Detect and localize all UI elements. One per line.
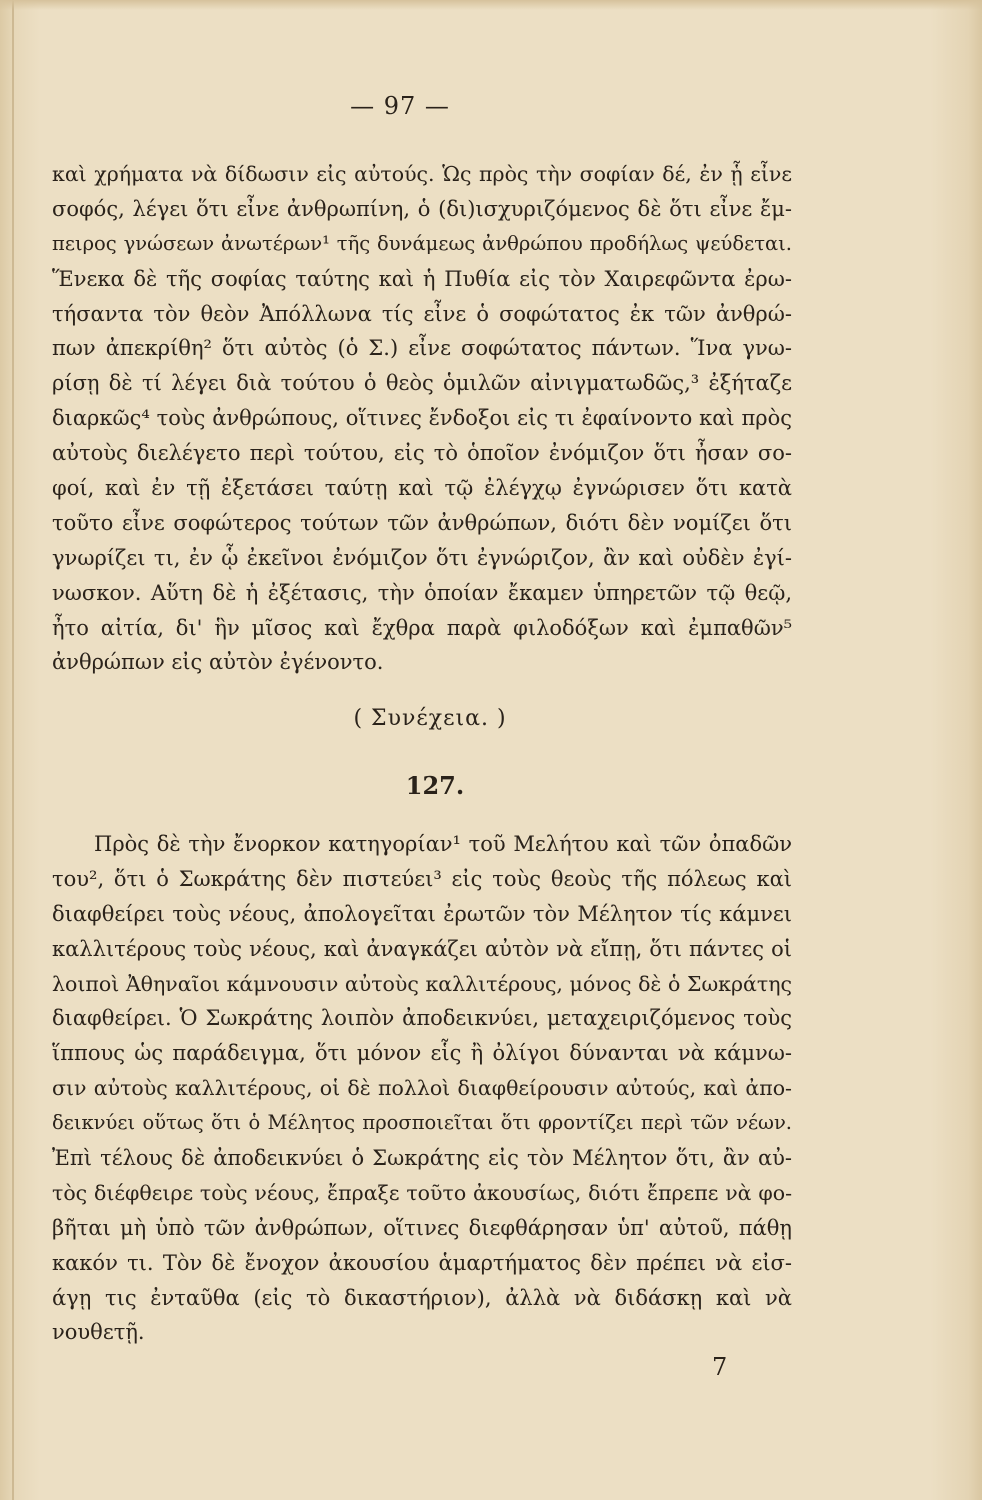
text-line: του², ὅτι ὁ Σωκράτης δὲν πιστεύει³ εἰς τοὺς θεοὺς τῆς πόλεως καὶ <box>52 866 792 891</box>
text-line: σοφός, λέγει ὅτι εἶνε ἀνθρωπίνη, ὁ (δι)ισχυριζόμενος δὲ ὅτι εἶνε ἔμ- <box>52 196 792 221</box>
text-line: νουθετῇ. <box>52 1320 145 1345</box>
text-line: κακόν τι. Τὸν δὲ ἔνοχον ἀκουσίου ἁμαρτήματος δὲν πρέπει νὰ εἰσ- <box>52 1250 792 1275</box>
text-line: πειρος γνώσεων ἀνωτέρων¹ τῆς δυνάμεως ἀνθρώπου προδήλως ψεύδεται. <box>52 231 792 255</box>
text-line: φοί, καὶ ἐν τῇ ἐξετάσει ταύτῃ καὶ τῷ ἐλέγχῳ ἐγνώρισεν ὅτι κατὰ <box>52 476 792 501</box>
text-line: σιν αὐτοὺς καλλιτέρους, οἱ δὲ πολλοὶ διαφθείρουσιν αὐτούς, καὶ ἀπο- <box>52 1076 792 1101</box>
signature-mark: 7 <box>712 1353 728 1381</box>
text-line: βῆται μὴ ὑπὸ τῶν ἀνθρώπων, οἵτινες διεφθάρησαν ὑπ' αὐτοῦ, πάθῃ <box>52 1215 792 1240</box>
text-line: διαφθείρει τοὺς νέους, ἀπολογεῖται ἐρωτῶν τὸν Μέλητον τίς κάμνει <box>52 901 792 926</box>
text-line: ἀνθρώπων εἰς αὐτὸν ἐγένοντο. <box>52 650 384 675</box>
text-line: αὐτοὺς διελέγετο περὶ τούτου, εἰς τὸ ὁποῖον ἐνόμιζον ὅτι ἦσαν σο- <box>52 441 792 466</box>
text-line: Ἕνεκα δὲ τῆς σοφίας ταύτης καὶ ἡ Πυθία εἰς τὸν Χαιρεφῶντα ἐρω- <box>52 266 792 291</box>
text-line: ἦτο αἰτία, δι' ἣν μῖσος καὶ ἔχθρα παρὰ φιλοδόξων καὶ ἐμπαθῶν⁵ <box>52 615 792 640</box>
section-number: 127. <box>405 771 465 800</box>
paragraph-continuation <box>52 157 792 680</box>
text-line: διαφθείρει. Ὁ Σωκράτης λοιπὸν ἀποδεικνύει, μεταχειριζόμενος τοὺς <box>52 1006 792 1031</box>
text-line: διαρκῶς⁴ τοὺς ἀνθρώπους, οἵτινες ἔνδοξοι εἰς τι ἐφαίνοντο καὶ πρὸς <box>52 406 792 431</box>
page-top-edge <box>0 0 982 10</box>
continued-label: ( Συνέχεια. ) <box>353 706 507 731</box>
text-line: Ἐπὶ τέλους δὲ ἀποδεικνύει ὁ Σωκράτης εἰς τὸν Μέλητον ὅτι, ἂν αὐ- <box>52 1146 792 1171</box>
text-line: τὸς διέφθειρε τοὺς νέους, ἔπραξε τοῦτο ἀκουσίως, διότι ἔπρεπε νὰ φο- <box>52 1180 792 1205</box>
page-number: — 97 — <box>350 92 450 120</box>
text-line: δεικνύει οὕτως ὅτι ὁ Μέλητος προσποιεῖται ὅτι φροντίζει περὶ τῶν νέων. <box>52 1111 792 1135</box>
text-line: ρίσῃ δὲ τί λέγει διὰ τούτου ὁ θεὸς ὁμιλῶν αἰνιγματωδῶς,³ ἐξήταζε <box>52 371 792 396</box>
text-line: γνωρίζει τι, ἐν ᾧ ἐκεῖνοι ἐνόμιζον ὅτι ἐγνώριζον, ἂν καὶ οὐδὲν ἐγί- <box>52 545 792 570</box>
text-line: Πρὸς δὲ τὴν ἔνορκον κατηγορίαν¹ τοῦ Μελήτου καὶ τῶν ὀπαδῶν <box>94 832 792 856</box>
text-line: ἵππους ὡς παράδειγμα, ὅτι μόνον εἷς ἢ ὀλίγοι δύνανται νὰ κάμνω- <box>52 1041 792 1066</box>
text-line: καλλιτέρους τοὺς νέους, καὶ ἀναγκάζει αὐτὸν νὰ εἴπῃ, ὅτι πάντες οἱ <box>52 936 792 961</box>
paragraph-section-127 <box>52 827 792 1350</box>
text-line: τήσαντα τὸν θεὸν Ἀπόλλωνα τίς εἶνε ὁ σοφώτατος ἐκ τῶν ἀνθρώ- <box>52 301 792 326</box>
text-line: λοιποὶ Ἀθηναῖοι κάμνουσιν αὐτοὺς καλλιτέρους, μόνος δὲ ὁ Σωκράτης <box>52 971 792 996</box>
text-line: τοῦτο εἶνε σοφώτερος τούτων τῶν ἀνθρώπων, διότι δὲν νομίζει ὅτι <box>52 510 792 535</box>
binding-fold-line <box>12 0 14 1500</box>
text-line: άγῃ τις ἐνταῦθα (εἰς τὸ δικαστήριον), ἀλλὰ νὰ διδάσκῃ καὶ νὰ <box>52 1285 792 1310</box>
text-line: νωσκον. Αὕτη δὲ ἡ ἐξέτασις, τὴν ὁποίαν ἔκαμεν ὑπηρετῶν τῷ θεῷ, <box>52 580 792 605</box>
text-line: πων ἀπεκρίθη² ὅτι αὐτὸς (ὁ Σ.) εἶνε σοφώτατος πάντων. Ἵνα γνω- <box>52 336 792 361</box>
text-line: καὶ χρήματα νὰ δίδωσιν εἰς αὐτούς. Ὡς πρὸς τὴν σοφίαν δέ, ἐν ᾗ εἶνε <box>52 162 792 186</box>
